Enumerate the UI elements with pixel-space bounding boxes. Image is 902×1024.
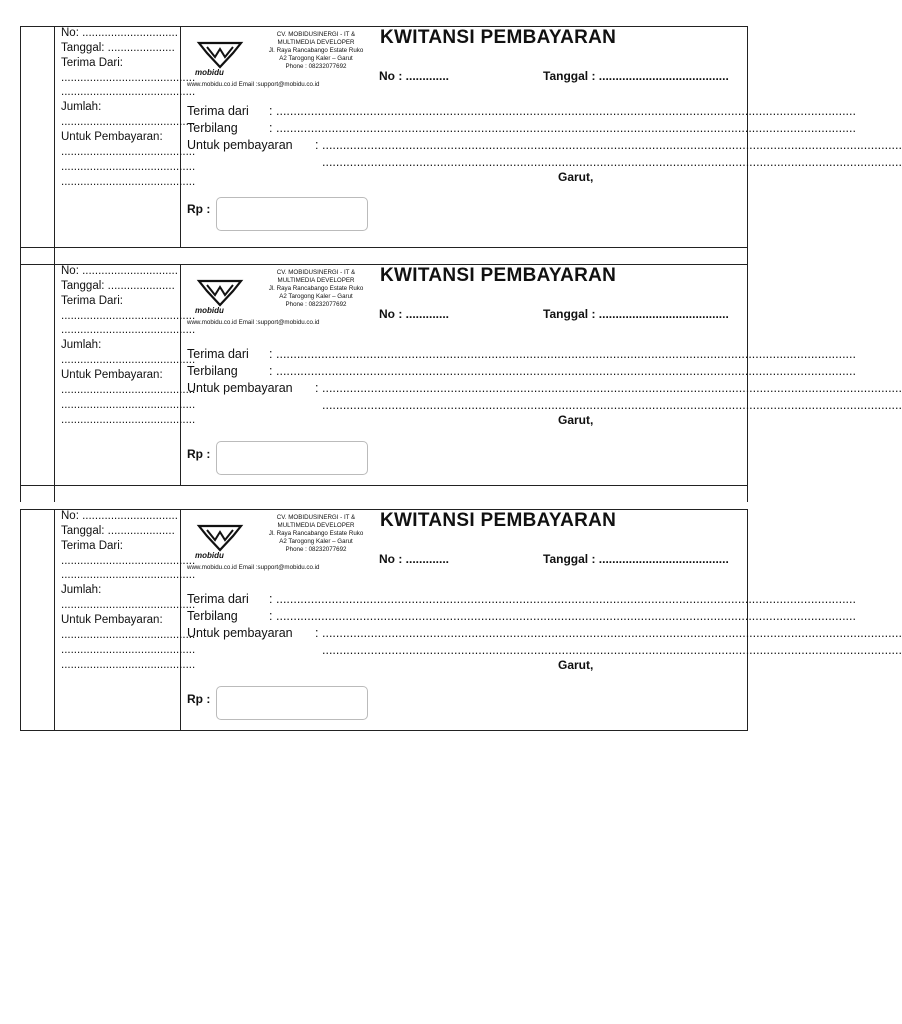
receipt-stub xyxy=(55,265,196,485)
terbilang-label: Terbilang xyxy=(187,364,238,378)
company-name-line2: MULTIMEDIA DEVELOPER xyxy=(277,522,355,529)
stub-dots: .......................................... xyxy=(61,629,196,641)
untuk-pembayaran-label: Untuk pembayaran xyxy=(187,138,293,152)
stub-dots: .......................................... xyxy=(61,176,196,188)
terima-dari-dots: ....................................................................................................................................................................... xyxy=(276,592,856,606)
terima-dari-label: Terima dari xyxy=(187,592,249,606)
separator-row xyxy=(20,248,748,264)
separator-row xyxy=(20,486,748,502)
company-name-line1: CV. MOBIDUSINERGI - IT & xyxy=(276,269,356,276)
company-phone: Phone : 08232077692 xyxy=(285,63,347,70)
company-contact: www.mobidu.co.id Email :support@mobidu.co.id xyxy=(187,564,320,571)
company-name-line1: CV. MOBIDUSINERGI - IT & xyxy=(276,31,356,38)
rp-label: Rp : xyxy=(187,447,211,461)
logo-text: mobidu xyxy=(195,306,224,315)
receipt-no: No : ............. xyxy=(379,552,450,566)
company-info xyxy=(247,514,385,554)
company-name-line2: MULTIMEDIA DEVELOPER xyxy=(277,39,355,46)
receipt-1 xyxy=(20,26,902,248)
stub-dots: .......................................... xyxy=(61,599,196,611)
receipt-title: KWITANSI PEMBAYARAN xyxy=(380,27,617,48)
receipt-tanggal: Tanggal : ....................................... xyxy=(543,552,729,566)
receipt-title: KWITANSI PEMBAYARAN xyxy=(380,510,617,531)
binding-column xyxy=(21,510,55,730)
terbilang-dots: ....................................................................................................................................................................... xyxy=(276,609,856,623)
stub-dots: .......................................... xyxy=(61,384,196,396)
company-address-line1: Jl. Raya Rancabango Estate Ruko xyxy=(268,285,364,292)
stub-dots: .......................................... xyxy=(61,659,196,671)
stub-dots: .......................................... xyxy=(61,555,196,567)
receipt-main xyxy=(181,265,902,485)
company-address-line2: A2 Tarogong Kaler – Garut xyxy=(279,293,353,300)
company-logo-icon xyxy=(193,37,247,77)
stub-jumlah: Jumlah: xyxy=(61,101,102,113)
company-info xyxy=(247,31,385,71)
terima-dari-dots: ....................................................................................................................................................................... xyxy=(276,347,856,361)
stub-untuk-pembayaran: Untuk Pembayaran: xyxy=(61,131,163,143)
binding-column xyxy=(21,486,55,502)
company-phone: Phone : 08232077692 xyxy=(285,301,347,308)
terbilang-colon: : xyxy=(269,364,273,378)
binding-column xyxy=(21,265,55,485)
receipt-main xyxy=(181,510,902,730)
untuk-pembayaran-colon: : xyxy=(315,626,319,640)
stub-no: No: .............................. xyxy=(61,27,178,39)
stub-dots: .......................................... xyxy=(61,72,196,84)
stub-dots: .......................................... xyxy=(61,116,196,128)
untuk-pembayaran-dots-2: ....................................................................................................................................................................... xyxy=(322,155,902,169)
receipt-tanggal: Tanggal : ....................................... xyxy=(543,307,729,321)
company-logo-icon xyxy=(193,520,247,560)
stub-tanggal: Tanggal: ..................... xyxy=(61,280,175,292)
garut-label: Garut, xyxy=(558,170,594,184)
company-info xyxy=(247,269,385,309)
stub-dots: .......................................... xyxy=(61,569,196,581)
untuk-pembayaran-label: Untuk pembayaran xyxy=(187,381,293,395)
company-name-line1: CV. MOBIDUSINERGI - IT & xyxy=(276,514,356,521)
stub-jumlah: Jumlah: xyxy=(61,584,102,596)
company-contact: www.mobidu.co.id Email :support@mobidu.co.id xyxy=(187,81,320,88)
stub-untuk-pembayaran: Untuk Pembayaran: xyxy=(61,369,163,381)
terima-dari-colon: : xyxy=(269,347,273,361)
terbilang-label: Terbilang xyxy=(187,121,238,135)
receipt-3 xyxy=(20,509,902,731)
terima-dari-label: Terima dari xyxy=(187,347,249,361)
stub-dots: .......................................... xyxy=(61,146,196,158)
stub-terima-dari: Terima Dari: xyxy=(61,540,123,552)
company-name-line2: MULTIMEDIA DEVELOPER xyxy=(277,277,355,284)
binding-column xyxy=(21,248,55,264)
stub-dots: .......................................... xyxy=(61,324,196,336)
rp-amount-box[interactable] xyxy=(216,441,368,475)
receipt-title: KWITANSI PEMBAYARAN xyxy=(380,265,617,286)
stub-tanggal: Tanggal: ..................... xyxy=(61,42,175,54)
company-address-line2: A2 Tarogong Kaler – Garut xyxy=(279,538,353,545)
receipt-tanggal: Tanggal : ....................................... xyxy=(543,69,729,83)
untuk-pembayaran-label: Untuk pembayaran xyxy=(187,626,293,640)
untuk-pembayaran-dots-2: ....................................................................................................................................................................... xyxy=(322,643,902,657)
company-address-line2: A2 Tarogong Kaler – Garut xyxy=(279,55,353,62)
company-contact: www.mobidu.co.id Email :support@mobidu.co.id xyxy=(187,319,320,326)
terima-dari-dots: ....................................................................................................................................................................... xyxy=(276,104,856,118)
stub-dots: .......................................... xyxy=(61,310,196,322)
stub-dots: .......................................... xyxy=(61,354,196,366)
binding-column xyxy=(21,27,55,247)
untuk-pembayaran-dots: ....................................................................................................................................................................... xyxy=(322,626,902,640)
rp-label: Rp : xyxy=(187,202,211,216)
untuk-pembayaran-colon: : xyxy=(315,381,319,395)
stub-tanggal: Tanggal: ..................... xyxy=(61,525,175,537)
untuk-pembayaran-dots: ....................................................................................................................................................................... xyxy=(322,138,902,152)
stub-terima-dari: Terima Dari: xyxy=(61,295,123,307)
terbilang-dots: ....................................................................................................................................................................... xyxy=(276,364,856,378)
stub-no: No: .............................. xyxy=(61,265,178,277)
garut-label: Garut, xyxy=(558,658,594,672)
stub-dots: .......................................... xyxy=(61,414,196,426)
rp-amount-box[interactable] xyxy=(216,686,368,720)
untuk-pembayaran-dots-2: ....................................................................................................................................................................... xyxy=(322,398,902,412)
rp-amount-box[interactable] xyxy=(216,197,368,231)
terima-dari-colon: : xyxy=(269,104,273,118)
terbilang-label: Terbilang xyxy=(187,609,238,623)
untuk-pembayaran-dots: ....................................................................................................................................................................... xyxy=(322,381,902,395)
receipt-main xyxy=(181,27,902,247)
rp-label: Rp : xyxy=(187,692,211,706)
stub-dots: .......................................... xyxy=(61,86,196,98)
logo-text: mobidu xyxy=(195,551,224,560)
receipt-stub xyxy=(55,510,196,730)
garut-label: Garut, xyxy=(558,413,594,427)
stub-untuk-pembayaran: Untuk Pembayaran: xyxy=(61,614,163,626)
receipt-sheet xyxy=(20,26,902,732)
receipt-stub xyxy=(55,27,196,247)
receipt-2 xyxy=(20,264,902,486)
company-logo-icon xyxy=(193,275,247,315)
stub-terima-dari: Terima Dari: xyxy=(61,57,123,69)
stub-jumlah: Jumlah: xyxy=(61,339,102,351)
terima-dari-colon: : xyxy=(269,592,273,606)
terbilang-colon: : xyxy=(269,121,273,135)
terima-dari-label: Terima dari xyxy=(187,104,249,118)
stub-dots: .......................................... xyxy=(61,399,196,411)
logo-text: mobidu xyxy=(195,68,224,77)
untuk-pembayaran-colon: : xyxy=(315,138,319,152)
terbilang-colon: : xyxy=(269,609,273,623)
company-address-line1: Jl. Raya Rancabango Estate Ruko xyxy=(268,530,364,537)
receipt-no: No : ............. xyxy=(379,69,450,83)
stub-no: No: .............................. xyxy=(61,510,178,522)
stub-dots: .......................................... xyxy=(61,161,196,173)
terbilang-dots: ....................................................................................................................................................................... xyxy=(276,121,856,135)
company-phone: Phone : 08232077692 xyxy=(285,546,347,553)
company-address-line1: Jl. Raya Rancabango Estate Ruko xyxy=(268,47,364,54)
receipt-no: No : ............. xyxy=(379,307,450,321)
stub-dots: .......................................... xyxy=(61,644,196,656)
